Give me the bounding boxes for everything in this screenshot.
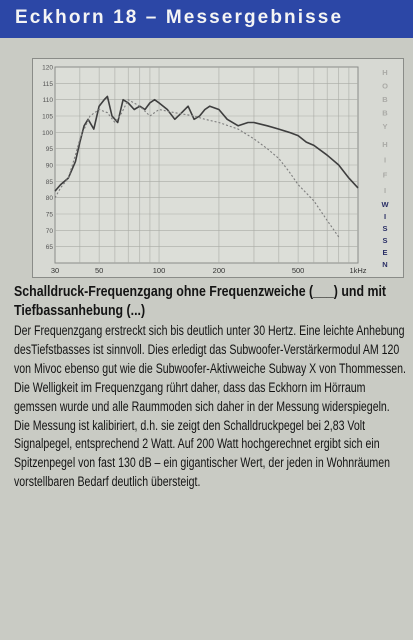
side-label-letter: N: [382, 260, 388, 269]
y-tick-label: 65: [45, 244, 53, 252]
x-tick-label: 500: [291, 266, 305, 275]
y-tick-label: 105: [42, 113, 53, 121]
y-tick-label: 95: [45, 146, 53, 154]
y-tick-label: 80: [45, 195, 53, 203]
article-body: Der Frequenzgang erstreckt sich bis deutlich unter 30 Hertz. Eine leichte Anhebung desTiefstbasses ist sinnvoll. Dies erledigt das Subwoofer-Verstärkermodul AM 120 von Mivoc ebenso gut wie die Subwoofer-Aktivweiche Subway X von Thommessen. Die Welligkeit im Frequenzgang rührt daher, dass das Eckhorn im Hörraum gemssen wurde und alle Raummoden sich daher in der Messung widerspiegeln. Die Messung ist kalibiriert, d.h. sie zeigt den Schalldruckpegel bei 2,83 Volt Signalpegel, entsprechend 2 Watt. Auf 200 Watt hochgerechnet ergibt sich ein Spitzenpegel von fast 130 dB – ein gigantischer Wert, der jeden in Wohnräumen vorstellbaren Bedarf deutlich übersteigt.: [14, 323, 407, 490]
side-label-letter: I: [383, 155, 387, 165]
side-label-letter: B: [382, 95, 388, 104]
side-label-letter: F: [382, 170, 388, 180]
side-label-letter: E: [382, 248, 388, 257]
side-label-letter: S: [382, 236, 388, 245]
y-tick-label: 110: [42, 97, 53, 105]
side-label-letter: W: [381, 200, 389, 209]
side-label-letter: Y: [382, 122, 388, 131]
x-tick-label: 1kHz: [349, 266, 367, 275]
frequency-chart: [32, 58, 404, 278]
x-tick-label: 200: [212, 266, 226, 275]
y-tick-label: 70: [45, 227, 53, 235]
side-label-letter: O: [382, 81, 388, 91]
page-title: Eckhorn 18 – Messergebnisse: [15, 7, 344, 28]
y-tick-label: 75: [45, 211, 53, 219]
y-tick-label: 115: [42, 80, 53, 88]
side-label-letter: H: [382, 140, 388, 149]
y-tick-label: 120: [42, 64, 53, 72]
header-banner: [0, 0, 413, 38]
y-tick-label: 85: [45, 178, 53, 186]
x-tick-label: 50: [94, 266, 104, 275]
y-tick-label: 100: [42, 129, 53, 137]
article: [14, 283, 406, 492]
y-tick-label: 90: [45, 162, 53, 170]
side-label-letter: I: [383, 212, 387, 221]
x-tick-label: 30: [50, 266, 60, 275]
x-tick-label: 100: [152, 266, 166, 275]
chart-svg: [33, 59, 403, 277]
side-label-letter: H: [382, 68, 388, 77]
side-label-letter: S: [382, 224, 388, 233]
side-label-letter: I: [383, 186, 387, 195]
side-label-letter: B: [382, 108, 388, 118]
article-headline: Schalldruck-Frequenzgang ohne Frequenzweiche (___) und mit Tiefbassanhebung (...): [14, 284, 387, 319]
